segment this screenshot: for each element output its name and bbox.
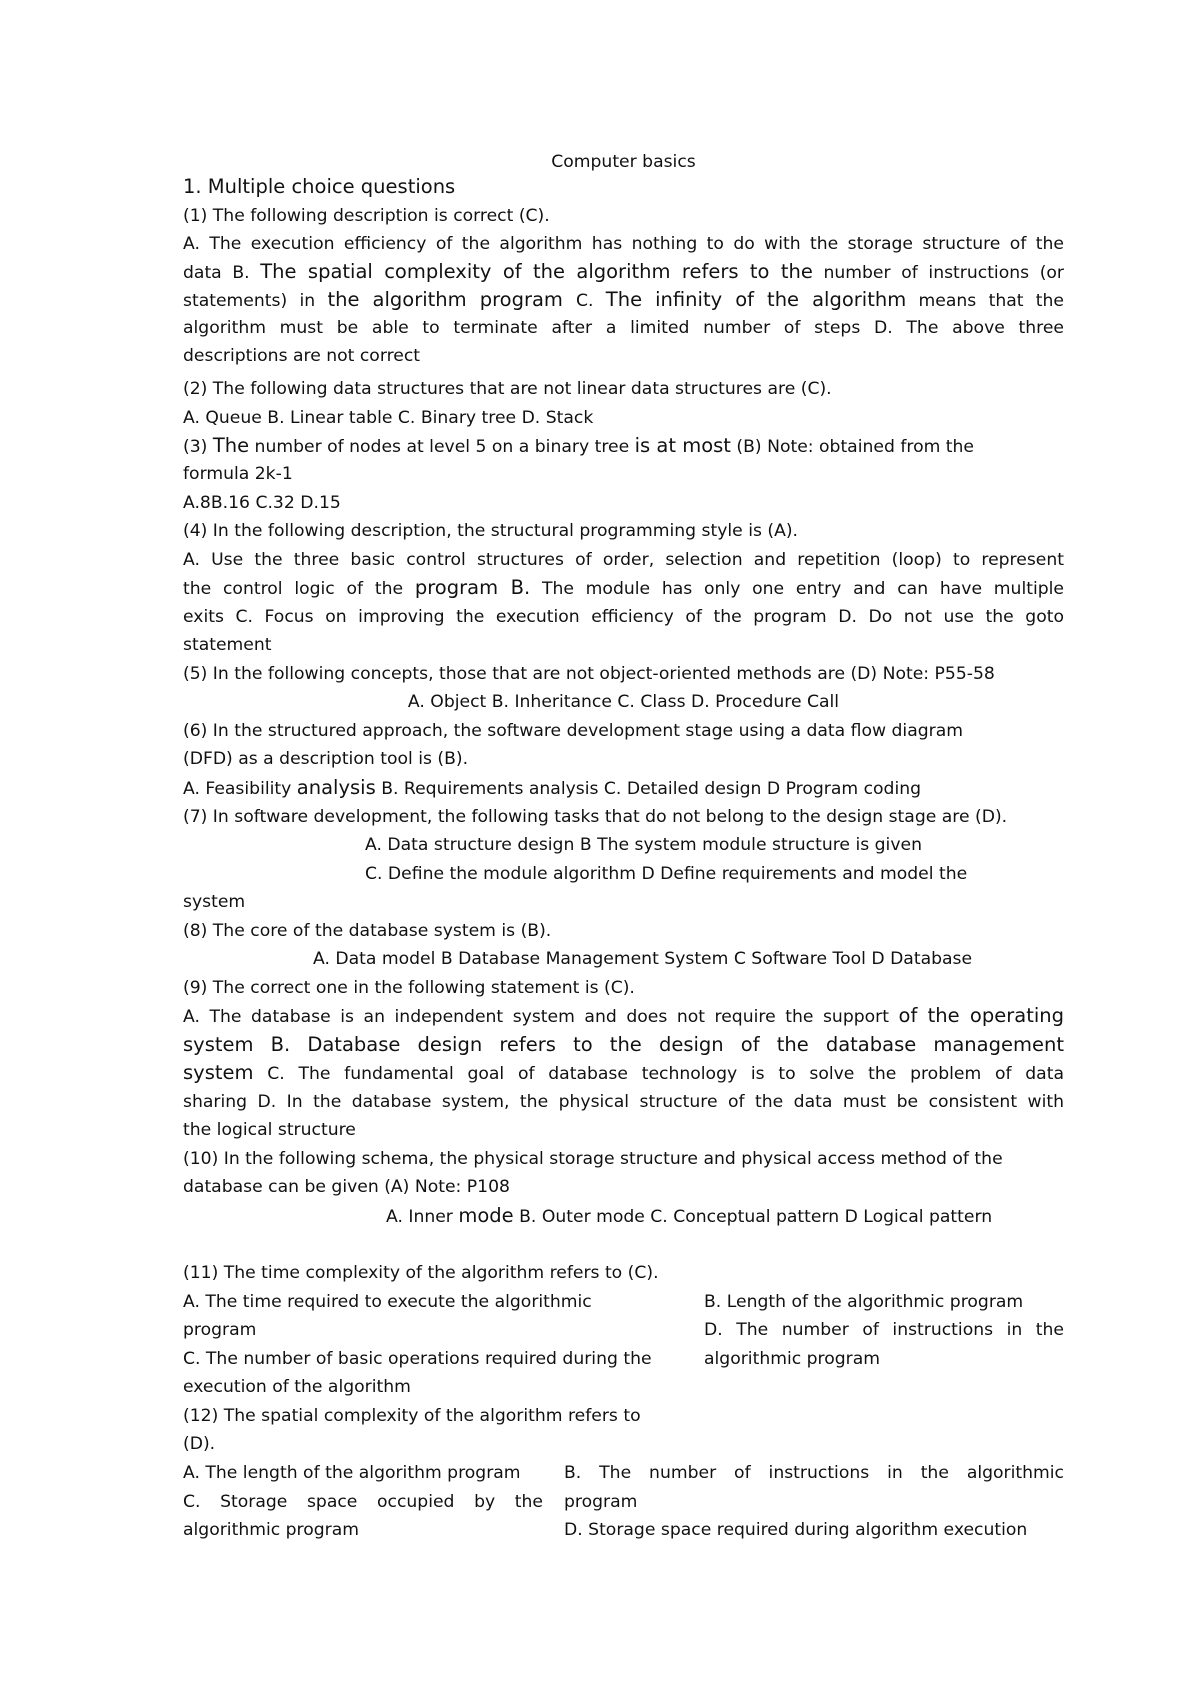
q1-line2: data B. The spatial complexity of the algorithm refers to the number of instructions (or [183, 260, 1065, 283]
q9-line1: A. The database is an independent system and does not require the support of the operating [183, 1004, 1064, 1027]
q7-options-2: C. Define the module algorithm D Define requirements and model the [365, 864, 968, 884]
q8-stem: (8) The core of the database system is (B). [183, 921, 552, 941]
q4-line1: A. Use the three basic control structures of order, selection and repetition (loop) to represent [183, 550, 1064, 570]
q3-options: A.8B.16 C.32 D.15 [183, 493, 341, 513]
q11-option-a-1: A. The time required to execute the algorithmic [183, 1292, 592, 1312]
q12-option-d: D. Storage space required during algorithm execution [564, 1520, 1028, 1540]
q1-line5: descriptions are not correct [183, 346, 421, 366]
q10-options: A. Inner mode B. Outer mode C. Conceptual pattern D Logical pattern [386, 1204, 993, 1227]
q7-options-3: system [183, 892, 246, 912]
q9-line4: sharing D. In the database system, the physical structure of the data must be consistent with [183, 1092, 1064, 1112]
q9-line3: system C. The fundamental goal of database technology is to solve the problem of data [183, 1061, 1064, 1084]
q10-line2: database can be given (A) Note: P108 [183, 1177, 510, 1197]
q11-stem: (11) The time complexity of the algorithm refers to (C). [183, 1263, 659, 1283]
q7-options-1: A. Data structure design B The system module structure is given [365, 835, 922, 855]
page-title: Computer basics [551, 152, 696, 172]
q6-line2: (DFD) as a description tool is (B). [183, 749, 469, 769]
q12-stem-1: (12) The spatial complexity of the algorithm refers to [183, 1406, 641, 1426]
q5-options: A. Object B. Inheritance C. Class D. Procedure Call [407, 692, 840, 712]
q2-options: A. Queue B. Linear table C. Binary tree D. Stack [183, 408, 594, 428]
q11-option-d-2: algorithmic program [704, 1349, 881, 1369]
q5-stem: (5) In the following concepts, those that are not object-oriented methods are (D) Note: P55-58 [183, 664, 995, 684]
q9-stem: (9) The correct one in the following statement is (C). [183, 978, 635, 998]
q11-option-d-1: D. The number of instructions in the [704, 1320, 1064, 1340]
q2-stem: (2) The following data structures that are not linear data structures are (C). [183, 379, 832, 399]
q4-line4: statement [183, 635, 272, 655]
q1-line3: statements) in the algorithm program C. The infinity of the algorithm means that the [183, 288, 1065, 311]
section-heading: 1. Multiple choice questions [183, 175, 456, 198]
q12-option-a: A. The length of the algorithm program [183, 1463, 521, 1483]
q11-option-c-1: C. The number of basic operations required during the [183, 1349, 652, 1369]
q12-option-b-1: B. The number of instructions in the algorithmic [564, 1463, 1064, 1483]
q6-stem: (6) In the structured approach, the software development stage using a data flow diagram [183, 721, 963, 741]
q10-stem: (10) In the following schema, the physical storage structure and physical access method of the [183, 1149, 1003, 1169]
q1-line4: algorithm must be able to terminate after a limited number of steps D. The above three [183, 318, 1064, 338]
q4-stem: (4) In the following description, the structural programming style is (A). [183, 521, 799, 541]
q12-stem-2: (D). [183, 1434, 216, 1454]
q4-line3: exits C. Focus on improving the execution efficiency of the program D. Do not use the goto [183, 607, 1064, 627]
q12-option-c-2: algorithmic program [183, 1520, 360, 1540]
q3-stem: (3) The number of nodes at level 5 on a binary tree is at most (B) Note: obtained from the [183, 434, 975, 457]
q1-stem: (1) The following description is correct (C). [183, 206, 550, 226]
q4-line2: the control logic of the program B. The module has only one entry and can have multiple [183, 576, 1064, 599]
q12-option-c-1: C. Storage space occupied by the [183, 1492, 543, 1512]
q9-line2: system B. Database design refers to the design of the database management [183, 1033, 1064, 1056]
q6-options: A. Feasibility analysis B. Requirements analysis C. Detailed design D Program coding [183, 776, 922, 799]
q7-stem: (7) In software development, the following tasks that do not belong to the design stage are (D). [183, 807, 1008, 827]
q12-option-b-2: program [564, 1492, 638, 1512]
q1-line1: A. The execution efficiency of the algorithm has nothing to do with the storage structure of the [183, 234, 1064, 254]
q11-option-b: B. Length of the algorithmic program [704, 1292, 1024, 1312]
q8-options: A. Data model B Database Management System C Software Tool D Database [313, 949, 973, 969]
q3-formula: formula 2k-1 [183, 464, 293, 484]
q11-option-c-2: execution of the algorithm [183, 1377, 411, 1397]
q11-option-a-2: program [183, 1320, 257, 1340]
q9-line5: the logical structure [183, 1120, 356, 1140]
